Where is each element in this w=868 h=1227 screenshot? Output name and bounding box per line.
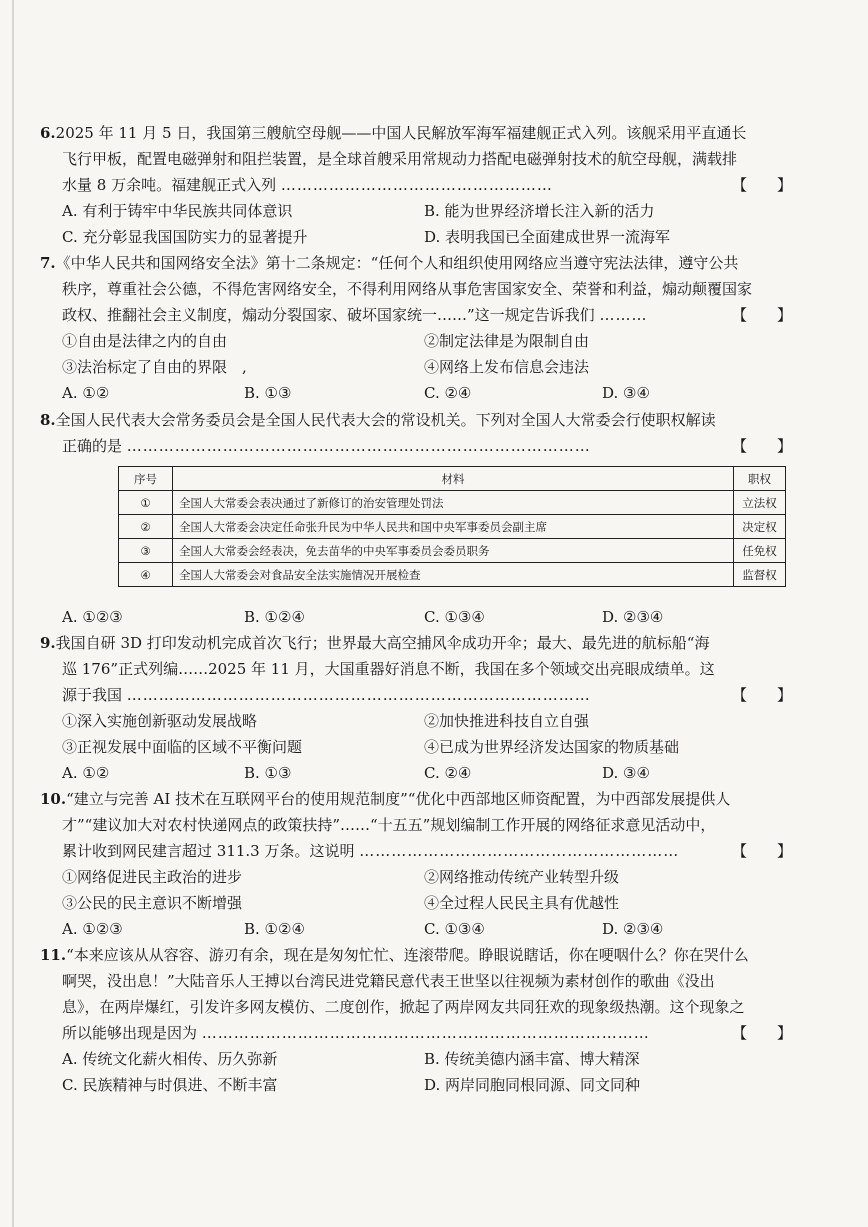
options-row <box>62 380 792 406</box>
table-cell: 决定权 <box>734 515 786 539</box>
option-a: A. ①②③ <box>62 608 123 626</box>
option-c: C. ①③④ <box>424 608 485 626</box>
option-d: D. ②③④ <box>602 608 664 626</box>
option-b: B. ①③ <box>244 764 292 782</box>
answer-bracket: 【 】 <box>731 842 792 860</box>
question-8-options <box>62 604 792 630</box>
options-row <box>62 224 792 250</box>
options-row <box>62 604 792 630</box>
statement-2: ②制定法律是为限制自由 <box>424 332 590 350</box>
table-cell: 立法权 <box>734 491 786 515</box>
options-row <box>62 760 792 786</box>
leader-dots: ……… <box>599 306 648 324</box>
table-row <box>119 563 786 587</box>
statement-3: ③法治标定了自由的界限 , <box>62 358 247 376</box>
question-9-line-2: 巡 176”正式列编……2025 年 11 月，大国重器好消息不断，我国在多个领域交出亮眼成绩单。这 <box>62 660 715 678</box>
option-c: C. ②④ <box>424 384 472 402</box>
question-7-line-2: 秩序，尊重社会公德，不得危害网络安全，不得利用网络从事危害国家安全、荣誉和利益，煽动颠覆国家 <box>62 280 753 298</box>
option-a: A. ①② <box>62 764 110 782</box>
question-9 <box>40 630 792 786</box>
table-cell: ③ <box>119 539 173 563</box>
table-header: 材料 <box>173 467 734 491</box>
leader-dots: …………………………………………… <box>280 176 553 194</box>
question-text: “本来应该从从容容、游刃有余，现在是匆匆忙忙、连滚带爬。睁眼说瞎话，你在哽咽什么？你在哭什么 <box>66 946 749 964</box>
question-text: 我国自研 3D 打印发动机完成首次飞行；世界最大高空捕风伞成功开伞；最大、最先进的航标船“海 <box>55 634 710 652</box>
answer-bracket: 【 】 <box>731 437 792 455</box>
question-11 <box>40 942 792 1098</box>
question-8-line-2 <box>62 433 792 459</box>
table-cell: 全国人大常委会对食品安全法实施情况开展检查 <box>173 563 734 587</box>
question-10 <box>40 786 792 942</box>
question-number: 6. <box>40 124 56 142</box>
question-7-line-3 <box>62 302 792 328</box>
material-table <box>118 466 786 587</box>
options-row <box>62 198 792 224</box>
table-cell: 全国人大常委会决定任命张升民为中华人民共和国中央军事委员会副主席 <box>173 515 734 539</box>
question-10-line-1 <box>40 786 792 812</box>
option-b: B. ①②④ <box>244 608 305 626</box>
answer-bracket: 【 】 <box>731 306 792 324</box>
statements-row <box>62 708 792 734</box>
question-8 <box>40 407 792 459</box>
question-number: 8. <box>40 411 56 429</box>
question-11-line-1 <box>40 942 792 968</box>
question-6-line-2: 飞行甲板，配置电磁弹射和阻拦装置，是全球首艘采用常规动力搭配电磁弹射技术的航空母舰，满载排 <box>62 150 738 168</box>
option-d: D. ②③④ <box>602 920 664 938</box>
table-header: 序号 <box>119 467 173 491</box>
answer-bracket: 【 】 <box>731 686 792 704</box>
option-a: A. ①② <box>62 384 110 402</box>
table-cell: 任免权 <box>734 539 786 563</box>
table-cell: 监督权 <box>734 563 786 587</box>
question-11-line-3: 息》，在两岸爆红，引发许多网友模仿、二度创作，掀起了两岸网友共同狂欢的现象级热潮。这个现象之 <box>62 998 745 1016</box>
table-row <box>119 491 786 515</box>
question-text: 正确的是 <box>62 437 123 455</box>
table-cell: 全国人大常委会表决通过了新修订的治安管理处罚法 <box>173 491 734 515</box>
statement-1: ①自由是法律之内的自由 <box>62 332 228 350</box>
question-11-line-4 <box>62 1020 792 1046</box>
table-cell: ① <box>119 491 173 515</box>
question-number: 9. <box>40 634 56 652</box>
question-9-line-3 <box>62 682 792 708</box>
question-6-line-1 <box>40 120 792 146</box>
question-text: 累计收到网民建言超过 311.3 万条。这说明 <box>62 842 355 860</box>
question-6 <box>40 120 792 250</box>
option-d: D. ③④ <box>602 764 650 782</box>
question-number: 7. <box>40 254 56 272</box>
question-10-line-2: 才”“建议加大对农村快递网点的政策扶持”……“十五五”规划编制工作开展的网络征求意见活动中， <box>62 816 716 834</box>
table-header: 职权 <box>734 467 786 491</box>
statement-2: ②网络推动传统产业转型升级 <box>424 868 620 886</box>
options-row <box>62 1072 792 1098</box>
option-b: B. 能为世界经济增长注入新的活力 <box>424 202 655 220</box>
statements-row <box>62 328 792 354</box>
option-b: B. ①②④ <box>244 920 305 938</box>
question-text: 《中华人民共和国网络安全法》第十二条规定：“任何个人和组织使用网络应当遵守宪法法律，遵守公共 <box>55 254 739 272</box>
question-8-line-1 <box>40 407 792 433</box>
option-a: A. ①②③ <box>62 920 123 938</box>
answer-bracket: 【 】 <box>731 176 792 194</box>
table-row <box>119 539 786 563</box>
question-text: 所以能够出现是因为 <box>62 1024 198 1042</box>
leader-dots: …………………………………………………………………………… <box>126 686 591 704</box>
option-c: C. 充分彰显我国国防实力的显著提升 <box>62 228 308 246</box>
statement-3: ③正视发展中面临的区域不平衡问题 <box>62 738 303 756</box>
question-9-line-1 <box>40 630 792 656</box>
question-text: 水量 8 万余吨。福建舰正式入列 <box>62 176 277 194</box>
option-d: D. 表明我国已全面建成世界一流海军 <box>424 228 671 246</box>
question-7-line-1 <box>40 250 792 276</box>
question-11-line-2: 啊哭，没出息！”大陆音乐人王搏以台湾民进党籍民意代表王世坚以往视频为素材创作的歌曲《没出 <box>62 972 715 990</box>
answer-bracket: 【 】 <box>731 1024 792 1042</box>
statement-4: ④全过程人民民主具有优越性 <box>424 894 620 912</box>
options-row <box>62 1046 792 1072</box>
option-b: B. 传统美德内涵丰富、博大精深 <box>424 1050 640 1068</box>
table-cell: 全国人大常委会经表决，免去苗华的中央军事委员会委员职务 <box>173 539 734 563</box>
statements-row <box>62 890 792 916</box>
table-row <box>119 515 786 539</box>
question-6-line-3 <box>62 172 792 198</box>
question-number: 11. <box>40 946 67 964</box>
table-header-row <box>119 467 786 491</box>
question-7 <box>40 250 792 406</box>
statements-row <box>62 864 792 890</box>
question-text: 2025 年 11 月 5 日，我国第三艘航空母舰——中国人民解放军海军福建舰正式入列。该舰采用平直通长 <box>55 124 747 142</box>
statements-row <box>62 354 792 380</box>
option-c: C. 民族精神与时俱进、不断丰富 <box>62 1076 278 1094</box>
table-cell: ④ <box>119 563 173 587</box>
options-row <box>62 916 792 942</box>
option-b: B. ①③ <box>244 384 292 402</box>
question-text: “建立与完善 AI 技术在互联网平台的使用规范制度”“优化中西部地区师资配置，为中西部发展提供人 <box>66 790 731 808</box>
statement-1: ①网络促进民主政治的进步 <box>62 868 243 886</box>
statement-4: ④已成为世界经济发达国家的物质基础 <box>424 738 680 756</box>
question-10-line-3 <box>62 838 792 864</box>
statements-row <box>62 734 792 760</box>
option-c: C. ②④ <box>424 764 472 782</box>
option-a: A. 有利于铸牢中华民族共同体意识 <box>62 202 293 220</box>
question-text: 全国人民代表大会常务委员会是全国人民代表大会的常设机关。下列对全国人大常委会行使职权解读 <box>55 411 716 429</box>
option-d: D. 两岸同胞同根同源、同文同种 <box>424 1076 641 1094</box>
statement-3: ③公民的民主意识不断增强 <box>62 894 243 912</box>
leader-dots: …………………………………………………………………………… <box>126 437 591 455</box>
statement-1: ①深入实施创新驱动发展战略 <box>62 712 258 730</box>
table-cell: ② <box>119 515 173 539</box>
statement-2: ②加快推进科技自立自强 <box>424 712 590 730</box>
option-a: A. 传统文化薪火相传、历久弥新 <box>62 1050 278 1068</box>
option-c: C. ①③④ <box>424 920 485 938</box>
statement-4: ④网络上发布信息会违法 <box>424 358 590 376</box>
question-number: 10. <box>40 790 67 808</box>
leader-dots: …………………………………………………… <box>359 842 680 860</box>
question-text: 源于我国 <box>62 686 123 704</box>
option-d: D. ③④ <box>602 384 650 402</box>
margin-rule <box>12 0 14 1227</box>
leader-dots: ………………………………………………………………………… <box>201 1024 650 1042</box>
question-text: 政权、推翻社会主义制度，煽动分裂国家、破坏国家统一……”这一规定告诉我们 <box>62 306 595 324</box>
